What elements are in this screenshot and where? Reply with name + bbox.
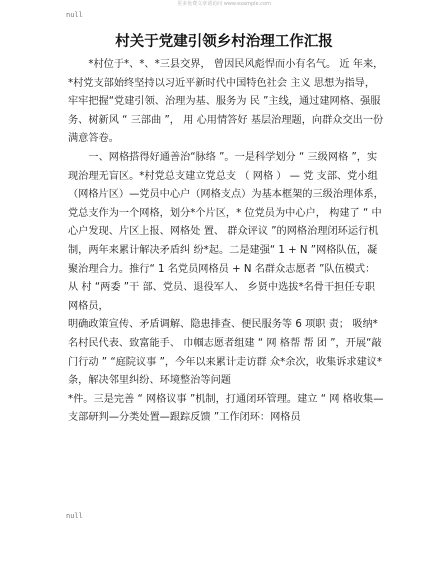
document-body [68, 56, 384, 428]
page-header-watermark: 更多免费文章请访问 www.example.com [177, 1, 271, 7]
document-title: 村关于党建引领乡村治理工作汇报 [115, 34, 333, 50]
null-marker-bottom: null [66, 512, 83, 520]
paragraph-mechanism: *件。三是完善 “ 网格议事 ”机制，打通闭环管理。建立 “ 网 格收集—支部研判—分类处置—跟踪反馈 ”工作闭环：网格员 [68, 393, 384, 424]
paragraph-grid-section: 一、网格搭得好通善治“脉络 ”。一是科学划分 “ 三级网格 ”，实现治理无盲区。*村党总支建立党总支 （ 网格 ） — 党 支部、党小组（网格片区）—党员中心户（网格支点）为基本框架的三级治理体系，党总支作为一个网格，划分*个片区，* 位党员为中心户， 构建了 “ 中心户发现、片区上报、网格处 置、 群众评议 ”的网格治理闭环运行机制，两年来累计解决矛盾纠 纷*起。二是建强“ 1 + N ”网格队伍，凝聚治理合力。推行“ 1 名党员网格员 + N 名群众志愿者 ”队伍模式：从 村 “两委 ”干 部、党员、退役军人、 乡贤中选拔*名骨干担任专职网格员， [68, 151, 384, 312]
paragraph-intro: *村位于*、*、*三县交界， 曾因民风彪悍而小有名气。 近 年来， *村党支部始终坚持以习近平新时代中国特色社会 主义 思想为指导，牢牢把握“党建引领、治理为基、服务为 民 ”主线，通过建网格、强服务、树新风 “ 三部曲 ”， 用 心用情答好 基层治理题，向群众交出一份满意答卷。 [68, 59, 384, 145]
paragraph-duties: 明确政策宣传、矛盾调解、隐患排查、便民服务等 6 项职 责； 吸纳*名村民代表、致富能手、 巾帼志愿者组建 “ 网 格帮 帮 团 ”，开展“敲门行动 ” “庭院议事 ”，今年以来累计走访群 众*余次，收集诉求建议*条，解决邻里纠纷、环境整治等问题 [68, 319, 383, 387]
null-marker-top: null [66, 11, 83, 19]
